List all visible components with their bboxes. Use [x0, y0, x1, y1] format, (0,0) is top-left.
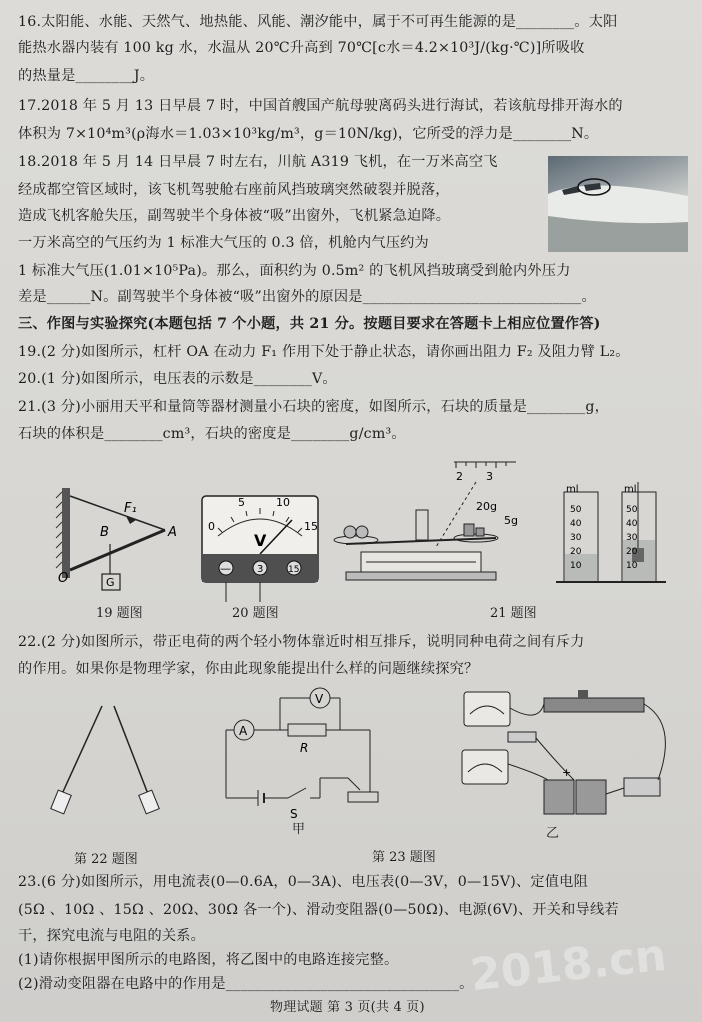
- q18-line6: 差是______N。副驾驶半个身体被“吸”出窗外的原因是______________________________。: [18, 289, 596, 305]
- fig20-tick-10: 10: [276, 496, 290, 509]
- fig21-scale2-10: 10: [626, 561, 638, 571]
- fig19-label-B: B: [100, 525, 109, 540]
- q18-line5: 1 标准大气压(1.01×10⁵Pa)。那么，面积约为 0.5m² 的飞机风挡玻璃受到舱内外压力: [18, 263, 571, 279]
- fig21-ruler-3: 3: [486, 470, 493, 483]
- fig21-scale2-20: 20: [626, 547, 638, 557]
- airplane-photo: [548, 156, 688, 252]
- fig19-label-A: A: [168, 525, 177, 540]
- q22-line2: 的作用。如果你是物理学家，你由此现象能提出什么样的问题继续探究？: [18, 661, 479, 677]
- q20-text: 20.(1 分)如图所示，电压表的示数是________V。: [18, 371, 337, 387]
- q23-line2: (5Ω 、10Ω 、15Ω 、20Ω、30Ω 各一个)、滑动变阻器(0—50Ω)、电源(6V)、开关和导线若: [18, 902, 619, 918]
- q18-line4: 一万米高空的气压约为 1 标准大气压的 0.3 倍，机舱内气压约为: [18, 235, 429, 251]
- fig20-tick-15: 15: [304, 520, 318, 533]
- fig20-tick-5: 5: [238, 496, 245, 509]
- fig23-switch-label: S: [290, 807, 298, 821]
- fig21-scale-50: 50: [570, 505, 582, 515]
- fig21-scale2-30: 30: [626, 533, 638, 543]
- fig23-voltmeter-label: V: [315, 692, 324, 706]
- fig21-scale2-50: 50: [626, 505, 638, 515]
- fig19-label-O: O: [58, 571, 69, 586]
- q17-line2: 体积为 7×10⁴m³(ρ海水＝1.03×10³kg/m³，g＝10N/kg)，它所受的浮力是________N。: [18, 126, 599, 142]
- fig22-caption: 第 22 题图: [74, 852, 138, 867]
- q16-line1: 16.太阳能、水能、天然气、地热能、风能、潮汐能中，属于不可再生能源的是________。太阳: [18, 14, 618, 30]
- fig20-unit-V: V: [254, 531, 267, 550]
- watermark: 2018.cn: [467, 929, 669, 1002]
- fig21-ruler-2: 2: [456, 470, 463, 483]
- q18-line1: 18.2018 年 5 月 14 日早晨 7 时左右，川航 A319 飞机，在一万米高空飞: [18, 154, 498, 170]
- q23-line3: 干，探究电流与电阻的关系。: [18, 928, 206, 944]
- fig21-weight-20g: 20g: [476, 500, 497, 513]
- q23-line4: (1)请你根据甲图所示的电路图，将乙图中的电路连接完整。: [18, 952, 399, 968]
- fig21-cylinder1-unit: ml: [566, 484, 579, 495]
- fig19-label-G: G: [106, 576, 115, 589]
- q17-line1: 17.2018 年 5 月 13 日早晨 7 时，中国首艘国产航母驶离码头进行海试，若该航母排开海水的: [18, 98, 623, 114]
- fig22-repelling-charges: [40, 702, 180, 822]
- fig20-terminal-3: 3: [257, 564, 264, 575]
- q23-line1: 23.(6 分)如图所示，用电流表(0—0.6A，0—3A)、电压表(0—3V，0—15V)、定值电阻: [18, 874, 588, 890]
- fig23-jia-label: 甲: [292, 822, 306, 837]
- fig20-terminal-15: 15: [288, 565, 300, 575]
- fig23-caption: 第 23 题图: [372, 850, 436, 865]
- fig20-caption: 20 题图: [232, 606, 279, 621]
- fig23-resistor-label: R: [300, 741, 309, 755]
- q22-line1: 22.(2 分)如图所示，带正电荷的两个轻小物体靠近时相互排斥，说明同种电荷之间有斥力: [18, 634, 585, 650]
- fig21-scale-30: 30: [570, 533, 582, 543]
- fig23-circuit-diagram: [220, 680, 420, 830]
- fig20-tick-0: 0: [208, 520, 215, 533]
- q19-text: 19.(2 分)如图所示，杠杆 OA 在动力 F₁ 作用下处于静止状态，请你画出阻力 F₂ 及阻力臂 L₂。: [18, 344, 630, 360]
- fig20-voltmeter: [200, 494, 322, 606]
- fig21-cylinder2-unit: ml: [624, 484, 637, 495]
- page-footer: 物理试题 第 3 页(共 4 页): [270, 1000, 425, 1015]
- q21-line1: 21.(3 分)小丽用天平和量筒等器材测量小石块的密度，如图所示，石块的质量是________g，: [18, 399, 609, 415]
- fig21-scale2-40: 40: [626, 519, 638, 529]
- fig23-ammeter-label: A: [239, 724, 248, 738]
- fig23-yi-label: 乙: [546, 826, 560, 841]
- fig21-scale-10: 10: [570, 561, 582, 571]
- fig21-caption: 21 题图: [490, 606, 537, 621]
- q16-line2: 能热水器内装有 100 kg 水，水温从 20℃升高到 70℃[c水＝4.2×10³J/(kg·℃)]所吸收: [18, 40, 585, 56]
- section3-heading: 三、作图与实验探究(本题包括 7 个小题，共 21 分。按题目要求在答题卡上相应位置作答): [18, 316, 601, 332]
- fig21-scale-40: 40: [570, 519, 582, 529]
- q23-line5: (2)滑动变阻器在电路中的作用是________________________________。: [18, 976, 474, 992]
- fig19-lever-diagram: [40, 478, 200, 598]
- fig19-caption: 19 题图: [96, 606, 143, 621]
- fig20-terminal-minus: —: [220, 562, 231, 575]
- fig21-weight-5g: 5g: [504, 514, 518, 527]
- fig19-label-F1: F₁: [124, 501, 137, 516]
- q16-line3: 的热量是________J。: [18, 68, 155, 84]
- fig23-physical-circuit: [448, 684, 688, 834]
- q21-line2: 石块的体积是________cm³，石块的密度是________g/cm³。: [18, 426, 406, 442]
- q18-line2: 经成都空管区域时，该飞机驾驶舱右座前风挡玻璃突然破裂并脱落，: [18, 182, 450, 198]
- q18-line3: 造成飞机客舱失压，副驾驶半个身体被“吸”出窗外，飞机紧急迫降。: [18, 208, 451, 224]
- fig23-battery-plus: +: [562, 766, 572, 779]
- fig21-scale-20: 20: [570, 547, 582, 557]
- fig21-balance-and-cylinders: [326, 452, 686, 600]
